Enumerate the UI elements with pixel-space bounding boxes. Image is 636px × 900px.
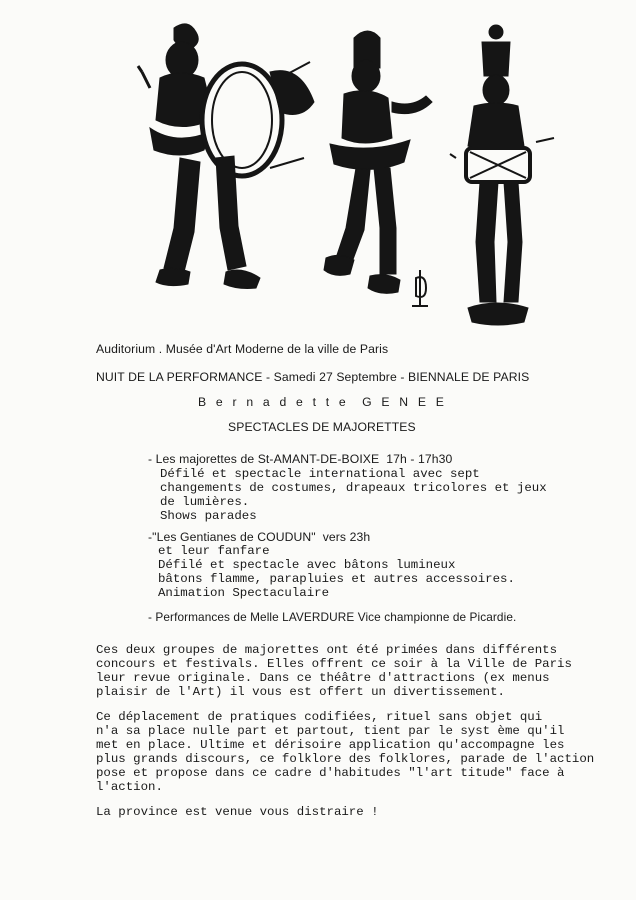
program-item-line: Shows parades <box>160 509 257 523</box>
paragraph-line: plaisir de l'Art) il vous est offert un divertissement. <box>96 685 505 699</box>
closing-line: La province est venue vous distraire ! <box>96 805 379 819</box>
program-item-line: Défilé et spectacle international avec sept <box>160 467 480 481</box>
program-item-line: bâtons flamme, parapluies et autres accessoires. <box>158 572 515 586</box>
baton-majorette-figure <box>324 31 432 306</box>
bass-drum-majorette-figure <box>138 24 314 289</box>
paragraph-line: plus grands discours, ce folklore des folklores, parade de l'action <box>96 752 595 766</box>
program-item-line: changements de costumes, drapeaux tricolores et jeux <box>160 481 547 495</box>
artist-name: B e r n a d e t t e G E N E E <box>198 395 448 409</box>
paragraph-line: met en place. Ultime et dérisoire application qu'accompagne les <box>96 738 565 752</box>
program-item-line: Animation Spectaculaire <box>158 586 330 600</box>
paragraph-line: pose et propose dans ce cadre d'habitudes "l'art titude" face à <box>96 766 565 780</box>
paragraph-line: concours et festivals. Elles offrent ce soir à la Ville de Paris <box>96 657 572 671</box>
program-item-line: et leur fanfare <box>158 544 270 558</box>
program-item-heading: - Les majorettes de St-AMANT-DE-BOIXE 17h - 17h30 <box>148 452 453 466</box>
majorettes-illustration <box>130 18 570 338</box>
paragraph-line: leur revue originale. Dans ce théâtre d'attractions (ex menus <box>96 671 550 685</box>
paragraph-line: Ce déplacement de pratiques codifiées, rituel sans objet qui <box>96 710 543 724</box>
program-item-line: Défilé et spectacle avec bâtons lumineux <box>158 558 456 572</box>
paragraph-line: l'action. <box>96 780 163 794</box>
program-item-heading: - Performances de Melle LAVERDURE Vice championne de Picardie. <box>148 610 517 624</box>
program-item-heading: -"Les Gentianes de COUDUN" vers 23h <box>148 530 371 544</box>
paragraph-line: Ces deux groupes de majorettes ont été primées dans différents <box>96 643 558 657</box>
venue-line: Auditorium . Musée d'Art Moderne de la ville de Paris <box>96 342 389 356</box>
show-title: SPECTACLES DE MAJORETTES <box>228 420 416 434</box>
program-item-line: de lumières. <box>160 495 250 509</box>
event-line: NUIT DE LA PERFORMANCE - Samedi 27 Septembre - BIENNALE DE PARIS <box>96 370 530 384</box>
snare-drum-majorette-figure <box>450 25 554 325</box>
paragraph-line: n'a sa place nulle part et partout, tient par le syst ème qu'il <box>96 724 565 738</box>
